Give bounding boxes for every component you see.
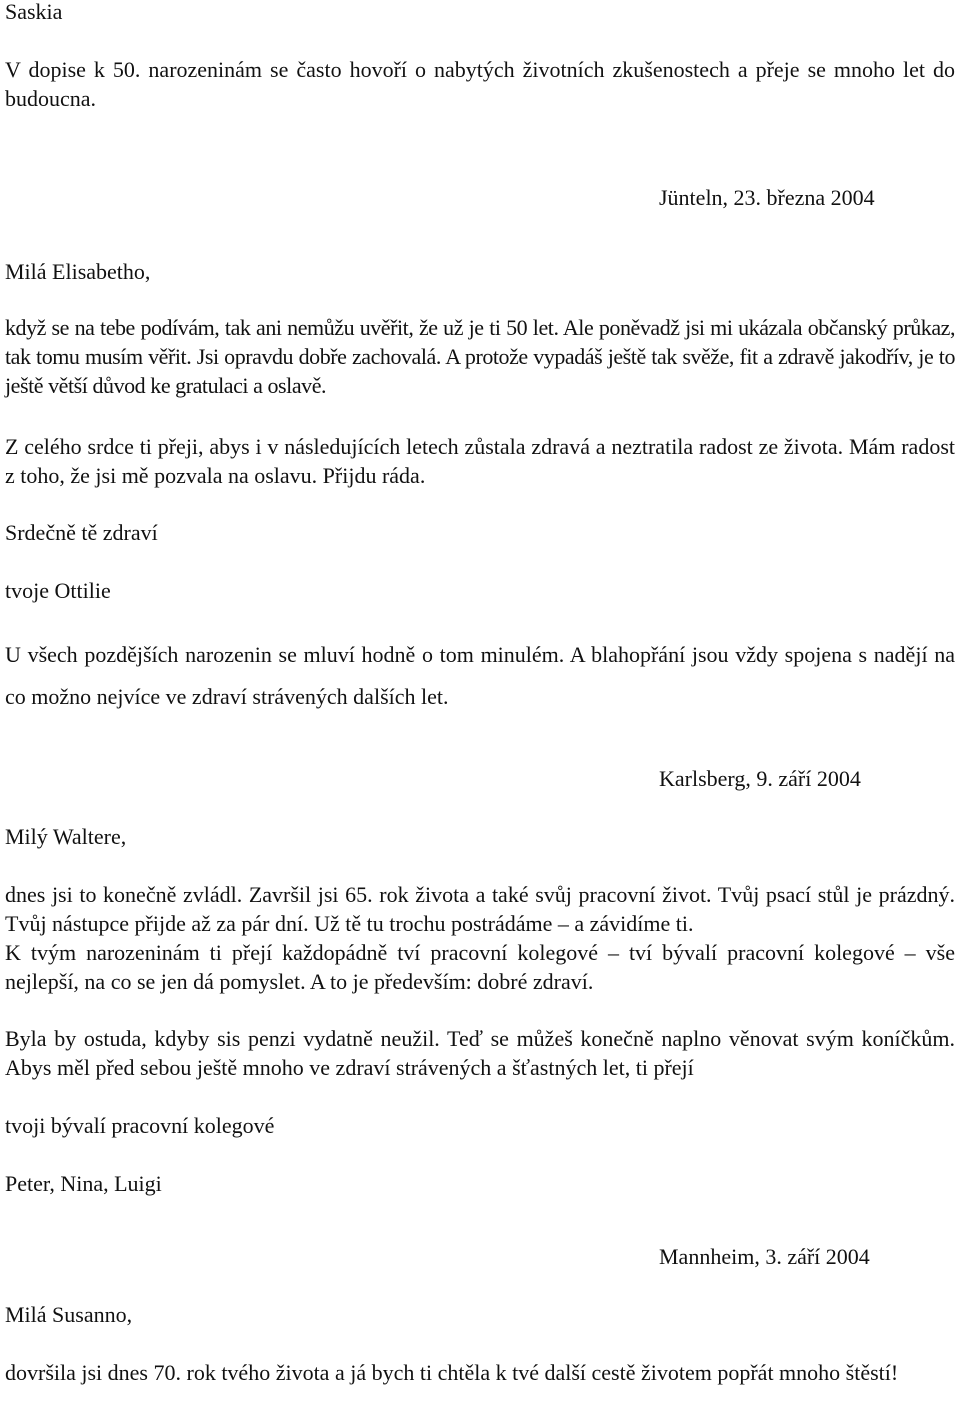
letter-3-salutation: Milá Susanno, xyxy=(5,1302,133,1327)
intro-paragraph-1: V dopise k 50. narozeninám se často hovoří o nabytých životních zkušenostech a přeje se mnoho let do budoucna. xyxy=(5,57,955,111)
letter-1-place-date: Jünteln, 23. března 2004 xyxy=(659,185,875,210)
letter-2-salutation: Milý Waltere, xyxy=(5,824,127,849)
intro-paragraph-2: U všech pozdějších narozenin se mluví hodně o tom minulém. A blahopřání jsou vždy spojena s nadějí na co možno nejvíce ve zdraví strávených dalších let. xyxy=(5,642,955,709)
letter-2-closing: tvoji bývalí pracovní kolegové xyxy=(5,1113,275,1138)
letter-1-paragraph-2: Z celého srdce ti přeji, abys i v následujících letech zůstala zdravá a neztratila radost ze života. Mám radost z toho, že jsi mě pozvala na oslavu. Přijdu ráda. xyxy=(5,434,955,488)
letter-2-place-date: Karlsberg, 9. září 2004 xyxy=(659,766,861,791)
letter-1-signature: tvoje Ottilie xyxy=(5,578,111,603)
letter-1-closing: Srdečně tě zdraví xyxy=(5,520,158,545)
letter-2-signature: Peter, Nina, Luigi xyxy=(5,1171,162,1196)
letter-2-body xyxy=(5,880,955,996)
letter-1-salutation: Milá Elisabetho, xyxy=(5,259,151,284)
letter-3-paragraph-1: dovršila jsi dnes 70. rok tvého života a já bych ti chtěla k tvé další cestě životem popřát mnoho štěstí! xyxy=(5,1360,899,1385)
letter-2-paragraph-3: Byla by ostuda, kdyby sis penzi vydatně neužil. Teď se můžeš konečně naplno věnovat svým koníčkům. Abys měl před sebou ještě mnoho ve zdraví strávených a šťastných let, ti přejí xyxy=(5,1026,955,1080)
letter-3-place-date: Mannheim, 3. září 2004 xyxy=(659,1244,870,1269)
letter-2-paragraph-2: K tvým narozeninám ti přejí každopádně tví pracovní kolegové – tví bývalí pracovní kolegové – vše nejlepší, na co se jen dá pomyslet. A to je především: dobré zdraví. xyxy=(5,940,955,994)
letter-2-paragraph-1: dnes jsi to konečně zvládl. Završil jsi 65. rok života a také svůj pracovní život. Tvůj psací stůl je prázdný. Tvůj nástupce přijde až za pár dní. Už tě tu trochu postrádáme – a závidíme ti. xyxy=(5,882,955,936)
letter-1-paragraph-1: když se na tebe podívám, tak ani nemůžu uvěřit, že už je ti 50 let. Ale poněvadž jsi mi ukázala občanský průkaz, tak tomu musím věřit. Jsi opravdu dobře zachovalá. A protože vypadáš ještě tak svěže, fit a zdravě jakodřív, je to ještě větší důvod ke gratulaci a oslavě. xyxy=(5,315,955,398)
document-heading: Saskia xyxy=(5,0,63,24)
